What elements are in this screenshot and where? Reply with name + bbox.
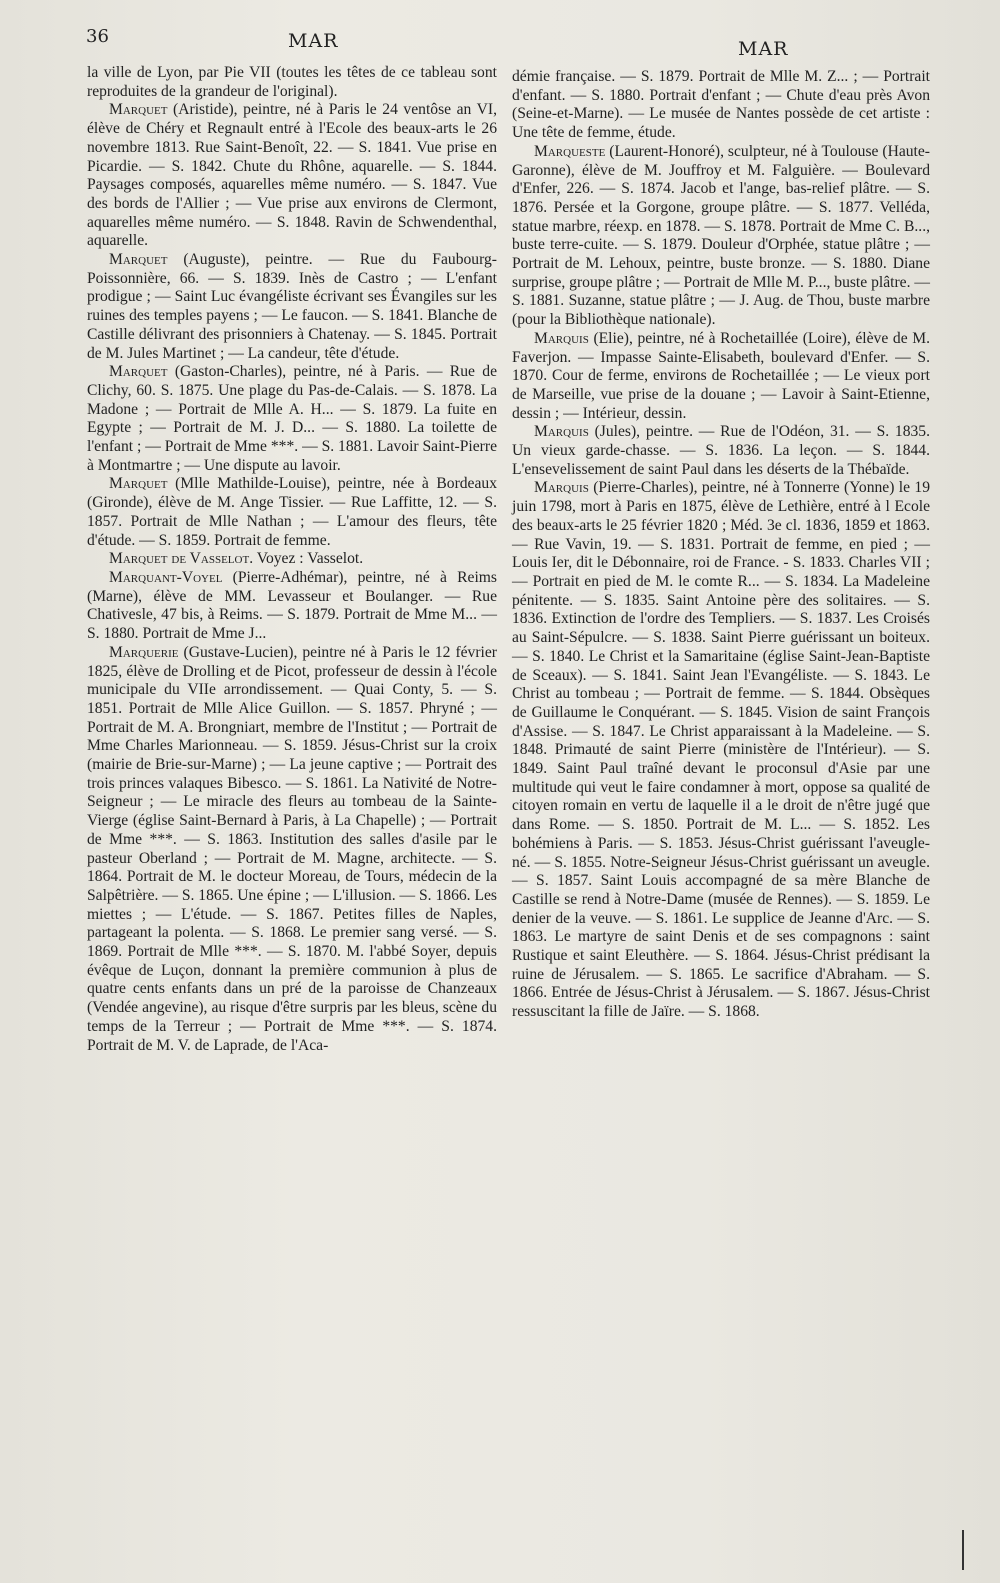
entry-name: Marquis bbox=[534, 423, 589, 441]
entry-text: démie française. — S. 1879. Portrait de Mlle M. Z... ; — Portrait d'enfant. — S. 1880. Portrait d'enfant ; — Chute d'eau près Avon (Seine-et-Marne). — Le musée de Nantes possède de cet artiste : Une tête de femme, étude. bbox=[512, 68, 930, 142]
margin-mark bbox=[962, 1530, 964, 1570]
dictionary-entry bbox=[87, 251, 497, 363]
entry-name: Marquerie bbox=[109, 643, 179, 661]
dictionary-entry bbox=[512, 143, 930, 330]
dictionary-entry bbox=[87, 101, 497, 251]
entry-name: Marquis bbox=[534, 479, 589, 497]
entry-name: Marquet bbox=[109, 101, 168, 119]
entry-text: (Jules), peintre. — Rue de l'Odéon, 31. — S. 1835. Un vieux garde-chasse. — S. 1836. La leçon. — S. 1844. L'ensevelissement de saint Paul dans les déserts de la Thébaïde. bbox=[512, 423, 930, 478]
entry-text: (Elie), peintre, né à Rochetaillée (Loire), élève de M. Faverjon. — Impasse Sainte-Elisabeth, boulevard d'Enfer. — S. 1870. Cour de ferme, environs de Rochetaillée ; — Le vieux port de Marseille, vue prise de la douane ; — Lavoir à Saint-Etienne, dessin ; — Intérieur, dessin. bbox=[512, 329, 930, 422]
entry-text: (Gustave-Lucien), peintre né à Paris le 12 février 1825, élève de Drolling et de Picot, professeur de dessin à l'école municipale du VIIe arrondissement. — Quai Conty, 5. — S. 1851. Portrait de Mlle Alice Guillon. — S. 1857. Phryné ; — Portrait de M. A. Brongniart, membre de l'Institut ; — Portrait de Mme Charles Marionneau. — S. 1859. Jésus-Christ sur la croix (mairie de Brie-sur-Marne) ; — La jeune captive ; — Portrait des trois princes valaques Bibesco. — S. 1861. La Nativité de Notre-Seigneur ; — Le miracle des fleurs au tombeau de la Sainte-Vierge (église Saint-Bernard à Paris, à La Chapelle) ; — Portrait de Mme ***. — S. 1863. Institution des salles d'asile par le pasteur Oberland ; — Portrait de M. Magne, architecte. — S. 1864. Portrait de M. le docteur Moreau, de Tours, médecin de la Salpêtrière. — S. 1865. Une épine ; — L'illusion. — S. 1866. Les miettes ; — L'étude. — S. 1867. Petites filles de Naples, partageant la polenta. — S. 1868. Le premier sang versé. — S. 1869. Portrait de Mlle ***. — S. 1870. M. l'abbé Soyer, depuis évêque de Luçon, donnant la première communion à plus de quatre cents enfants dans un pré de la paroisse de Chanzeaux (Vendée angevine), au risque d'être surpris par les bleus, scène du temps de la Terreur ; — Portrait de Mme ***. — S. 1874. Portrait de M. V. de Laprade, de l'Aca- bbox=[87, 643, 497, 1054]
dictionary-entry bbox=[87, 644, 497, 1055]
dictionary-entry bbox=[87, 363, 497, 475]
dictionary-entry bbox=[512, 423, 930, 479]
entry-name: Marquant-Voyel bbox=[109, 568, 223, 586]
right-column bbox=[512, 68, 930, 1022]
entry-text: . Voyez : Vasselot. bbox=[249, 550, 364, 568]
left-column bbox=[87, 64, 497, 1055]
entry-text: (Mlle Mathilde-Louise), peintre, née à Bordeaux (Gironde), élève de M. Ange Tissier. — Rue Laffitte, 12. — S. 1857. Portrait de Mlle Nathan ; — L'amour des fleurs, tête d'étude. — S. 1859. Portrait de femme. bbox=[87, 475, 497, 549]
page-number: 36 bbox=[86, 26, 109, 47]
entry-name: Marqueste bbox=[534, 142, 606, 160]
entry-text: (Pierre-Charles), peintre, né à Tonnerre (Yonne) le 19 juin 1798, mort à Paris en 1875, élève de Lethière, entré à l Ecole des beaux-arts le 25 février 1820 ; Méd. 3e cl. 1836, 1859 et 1863. — Rue Vavin, 19. — S. 1831. Portrait de femme, en pied ; — Louis Ier, dit le Débonnaire, roi de France. - S. 1833. Charles VII ; — Portrait en pied de M. le comte R... — S. 1834. La Madeleine pénitente. — S. 1835. Saint Antoine père des solitaires. — S. 1836. Extinction de l'ordre des Templiers. — S. 1837. Les Croisés au Saint-Sépulcre. — S. 1838. Saint Pierre guérissant un boiteux. — S. 1840. Le Christ et la Samaritaine (église Saint-Jean-Baptiste de Sceaux). — S. 1841. Saint Jean l'Evangéliste. — S. 1843. Le Christ au tombeau ; — Portrait de femme. — S. 1844. Obsèques de Guillaume le Conquérant. — S. 1845. Vision de saint François d'Assise. — S. 1847. Le Christ apparaissant à la Madeleine. — S. 1848. Primauté de saint Pierre (ministère de l'Intérieur). — S. 1849. Saint Paul traîné devant le proconsul d'Asie par une multitude qui veut le faire condamner à mort, oppose sa qualité de citoyen romain en vertu de laquelle il a le droit de n'être jugé que dans Rome. — S. 1850. Portrait de M. L... — S. 1852. Les bohémiens à Paris. — S. 1853. Jésus-Christ guérissant l'aveugle-né. — S. 1855. Notre-Seigneur Jésus-Christ guérissant un aveugle. — S. 1857. Saint Louis accompagné de sa mère Blanche de Castille se rend à Notre-Dame (musée de Rennes). — S. 1859. Le denier de la veuve. — S. 1861. Le supplice de Jeanne d'Arc. — S. 1863. Le martyre de saint Denis et de ses compagnons : saint Rustique et saint Eleuthère. — S. 1864. Jésus-Christ prédisant la ruine de Jérusalem. — S. 1865. Le sacrifice d'Abraham. — S. 1866. Entrée de Jésus-Christ à Jérusalem. — S. 1867. Jésus-Christ ressuscitant la fille de Jaïre. — S. 1868. bbox=[512, 479, 930, 1021]
entry-name: Marquis bbox=[534, 329, 589, 347]
dictionary-entry bbox=[87, 475, 497, 550]
entry-text: (Pierre-Adhémar), peintre, né à Reims (Marne), élève de MM. Levasseur et Boulanger. — Rue Chativesle, 47 bis, à Reims. — S. 1879. Portrait de Mme M... — S. 1880. Portrait de Mme J... bbox=[87, 568, 497, 643]
dictionary-entry bbox=[512, 479, 930, 1021]
dictionary-entry bbox=[87, 550, 497, 569]
dictionary-entry bbox=[87, 569, 497, 644]
entry-text: (Gaston-Charles), peintre, né à Paris. — Rue de Clichy, 60. S. 1875. Une plage du Pas-de-Calais. — S. 1878. La Madone ; — Portrait de Mlle A. H... — S. 1879. La fuite en Egypte ; — Portrait de M. J. D... — S. 1880. La toilette de l'enfant ; — Portrait de Mme ***. — S. 1881. Lavoir Saint-Pierre à Montmartre ; — Une dispute au lavoir. bbox=[87, 363, 497, 474]
entry-name: Marquet bbox=[109, 475, 168, 493]
entry-text: la ville de Lyon, par Pie VII (toutes les têtes de ce tableau sont reproduites de la grandeur de l'original). bbox=[87, 64, 497, 100]
dictionary-entry bbox=[512, 68, 930, 143]
entry-text: (Auguste), peintre. — Rue du Faubourg-Poissonnière, 66. — S. 1839. Inès de Castro ; — L'enfant prodigue ; — Saint Luc évangéliste écrivant ses Évangiles sur les ruines des temples payens ; — Le faucon. — S. 1841. Blanche de Castille délivrant des prisonniers à Chatenay. — S. 1845. Portrait de M. Jules Martinet ; — La candeur, tête d'étude. bbox=[87, 251, 497, 362]
entry-text: (Laurent-Honoré), sculpteur, né à Toulouse (Haute-Garonne), élève de M. Jouffroy et M. Falguière. — Boulevard d'Enfer, 226. — S. 1874. Jacob et l'ange, bas-relief plâtre. — S. 1876. Persée et la Gorgone, groupe plâtre. — S. 1877. Velléda, statue marbre, réexp. en 1878. — S. 1878. Portrait de Mme C. B..., buste terre-cuite. — S. 1879. Douleur d'Orphée, statue plâtre ; — Portrait de M. Lehoux, peintre, buste bronze. — S. 1880. Diane surprise, groupe plâtre ; — Portrait de Mlle M. P..., buste plâtre. — S. 1881. Suzanne, statue plâtre ; — J. Aug. de Thou, buste marbre (pour la Bibliothèque nationale). bbox=[512, 142, 930, 329]
entry-text: (Aristide), peintre, né à Paris le 24 ventôse an VI, élève de Chéry et Regnault entré à l'Ecole des beaux-arts le 26 novembre 1813. Rue Saint-Benoît, 22. — S. 1841. Vue prise en Picardie. — S. 1842. Chute du Rhône, aquarelle. — S. 1844. Paysages composés, aquarelles même numéro. — S. 1847. Vue des bords de l'Allier ; — Vue prise aux environs de Clermont, aquarelles même numéro. — S. 1848. Ravin de Schwendenthal, aquarelle. bbox=[87, 101, 497, 250]
running-head-right: MAR bbox=[738, 38, 789, 60]
dictionary-entry bbox=[87, 64, 497, 101]
running-head-left: MAR bbox=[288, 30, 339, 52]
entry-name: Marquet bbox=[109, 363, 168, 381]
entry-name: Marquet de Vasselot bbox=[109, 550, 250, 568]
entry-name: Marquet bbox=[109, 251, 168, 269]
dictionary-entry bbox=[512, 330, 930, 424]
